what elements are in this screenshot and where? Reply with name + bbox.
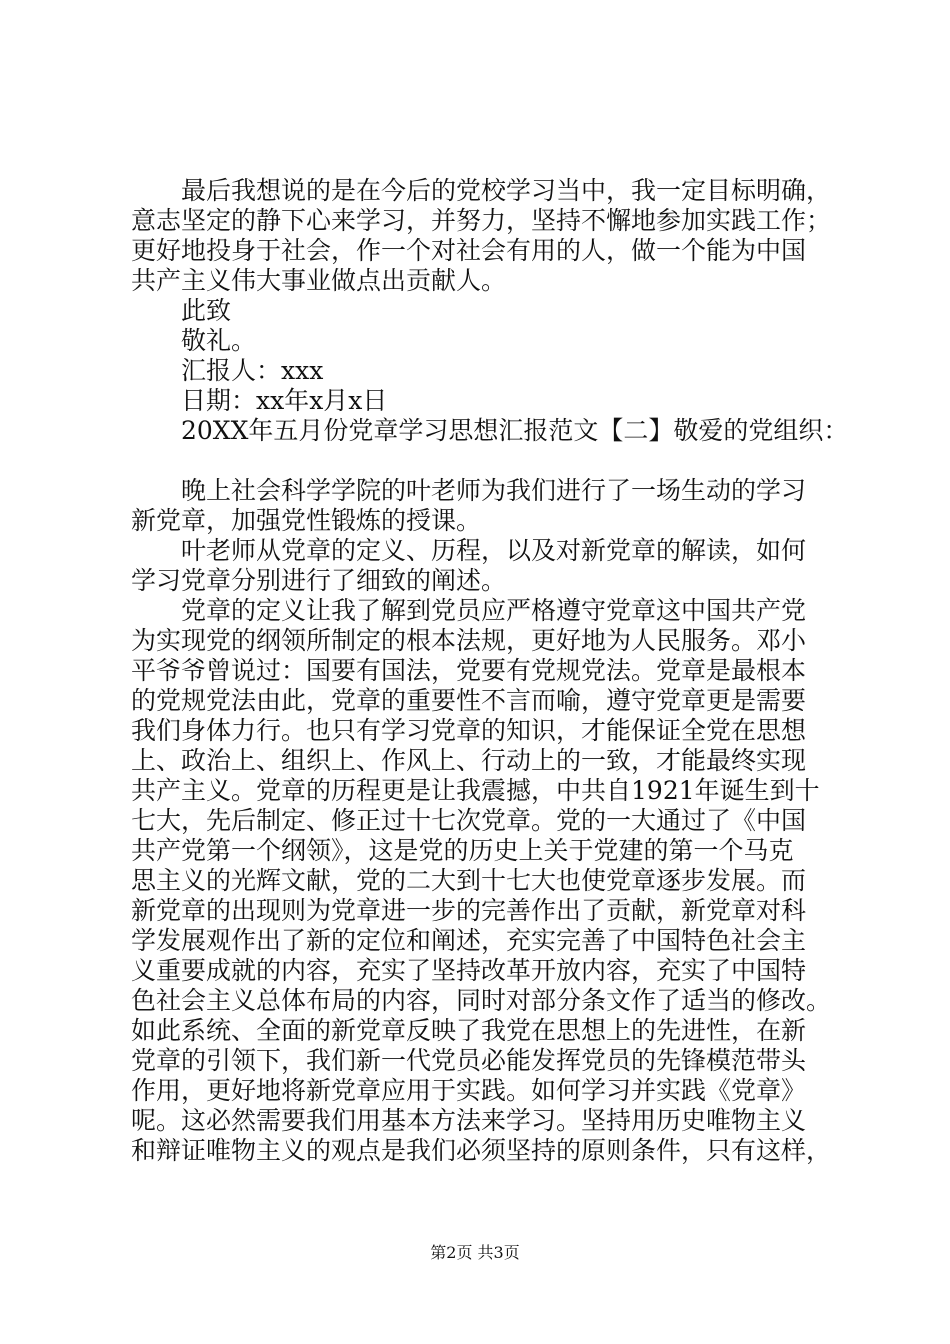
paragraph-line: 晚上社会科学学院的叶老师为我们进行了一场生动的学习 xyxy=(181,476,807,505)
closing-respect: 敬礼。 xyxy=(181,326,257,355)
paragraph-line: 学习党章分别进行了细致的阐述。 xyxy=(131,566,507,595)
paragraph-line: 党章的引领下，我们新一代党员必能发挥党员的先锋模范带头 xyxy=(131,1046,807,1075)
paragraph-line: 最后我想说的是在今后的党校学习当中，我一定目标明确， xyxy=(181,176,832,205)
paragraph-line: 叶老师从党章的定义、历程，以及对新党章的解读，如何 xyxy=(181,536,807,565)
paragraph-line: 如此系统、全面的新党章反映了我党在思想上的先进性，在新 xyxy=(131,1016,807,1045)
page-footer xyxy=(0,1243,950,1263)
paragraph-line: 我们身体力行。也只有学习党章的知识，才能保证全党在思想 xyxy=(131,716,807,745)
page-number: 第2页 共3页 xyxy=(430,1243,520,1262)
paragraph-line: 七大，先后制定、修正过十七次党章。党的一大通过了《中国 xyxy=(131,806,807,835)
paragraph-line: 新党章，加强党性锻炼的授课。 xyxy=(131,506,482,535)
paragraph-line: 共产党第一个纲领》，这是党的历史上关于党建的第一个马克 xyxy=(131,836,794,865)
next-article-title: 20XX年五月份党章学习思想汇报范文【二】敬爱的党组织： xyxy=(181,416,849,445)
blank-line xyxy=(131,446,871,476)
paragraph-line: 为实现党的纲领所制定的根本法规，更好地为人民服务。邓小 xyxy=(131,626,807,655)
paragraph-line: 党章的定义让我了解到党员应严格遵守党章这中国共产党 xyxy=(181,596,807,625)
paragraph-line: 共产主义。党章的历程更是让我震撼，中共自1921年诞生到十 xyxy=(131,776,820,805)
paragraph-line: 作用，更好地将新党章应用于实践。如何学习并实践《党章》 xyxy=(131,1076,807,1105)
paragraph-line: 更好地投身于社会，作一个对社会有用的人，做一个能为中国 xyxy=(131,236,807,265)
paragraph-line: 新党章的出现则为党章进一步的完善作出了贡献，新党章对科 xyxy=(131,896,807,925)
paragraph-line: 思主义的光辉文献，党的二大到十七大也使党章逐步发展。而 xyxy=(131,866,807,895)
paragraph-line: 共产主义伟大事业做点出贡献人。 xyxy=(131,266,507,295)
closing-salutation: 此致 xyxy=(181,296,232,325)
paragraph-line: 和辩证唯物主义的观点是我们必须坚持的原则条件，只有这样， xyxy=(131,1136,832,1165)
paragraph-line: 呢。这必然需要我们用基本方法来学习。坚持用历史唯物主义 xyxy=(131,1106,807,1135)
document-body xyxy=(131,176,871,1166)
paragraph-line: 学发展观作出了新的定位和阐述，充实完善了中国特色社会主 xyxy=(131,926,807,955)
paragraph-line: 平爷爷曾说过：国要有国法，党要有党规党法。党章是最根本 xyxy=(131,656,807,685)
paragraph-line: 色社会主义总体布局的内容，同时对部分条文作了适当的修改。 xyxy=(131,986,832,1015)
paragraph-line: 义重要成就的内容，充实了坚持改革开放内容，充实了中国特 xyxy=(131,956,807,985)
date-line: 日期：xx年x月x日 xyxy=(181,386,388,415)
paragraph-line: 的党规党法由此，党章的重要性不言而喻，遵守党章更是需要 xyxy=(131,686,807,715)
paragraph-line: 意志坚定的静下心来学习，并努力，坚持不懈地参加实践工作； xyxy=(131,206,832,235)
paragraph-line: 上、政治上、组织上、作风上、行动上的一致，才能最终实现 xyxy=(131,746,807,775)
reporter-line: 汇报人：xxx xyxy=(181,356,324,385)
